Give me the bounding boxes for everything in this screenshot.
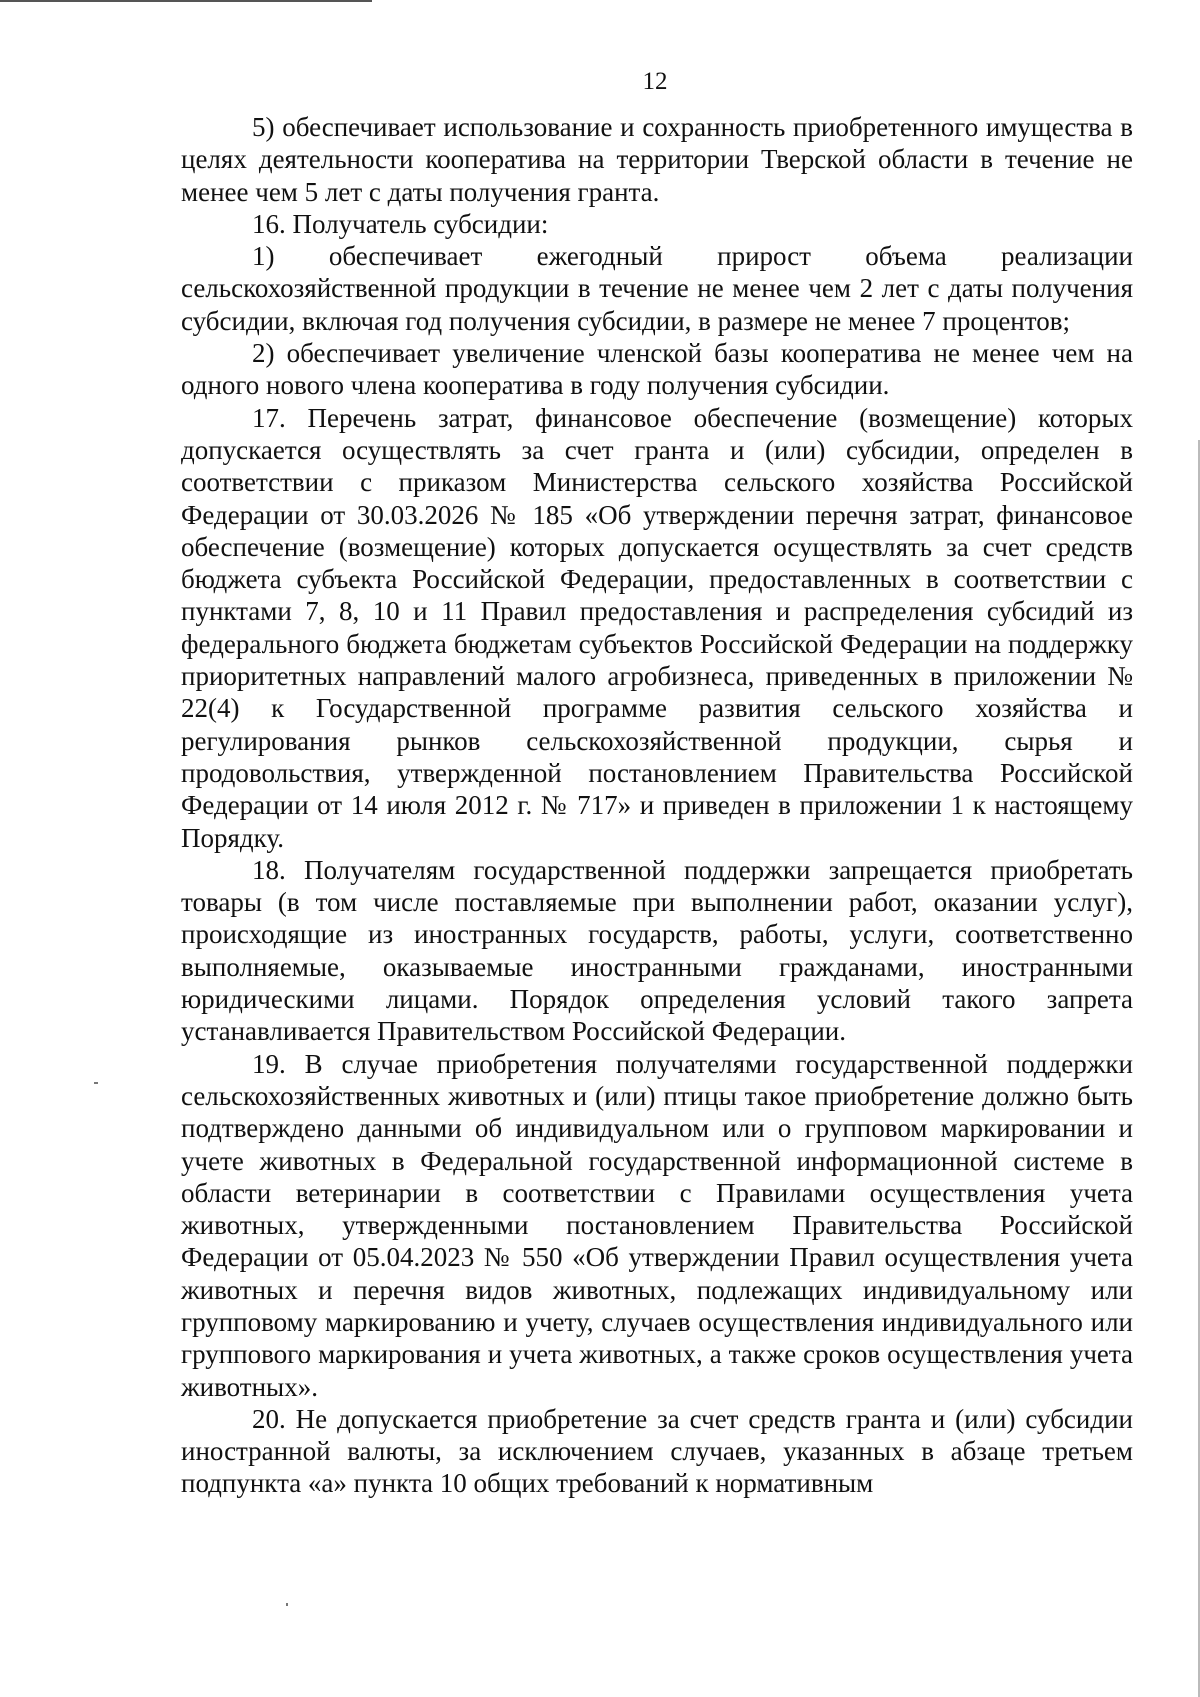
- page-number: 12: [642, 68, 668, 95]
- document-body: [181, 111, 1133, 1500]
- scan-edge-top: [0, 0, 372, 2]
- paragraph-section-16: 16. Получатель субсидии:: [252, 208, 549, 239]
- paragraph-item-5: 5) обеспечивает использование и сохранность приобретенного имущества в целях деятельности кооператива на территории Тверской области в течение не менее чем 5 лет с даты получения гранта.: [181, 112, 1133, 207]
- paragraph-section-18: 18. Получателям государственной поддержки запрещается приобретать товары (в том числе поставляемые при выполнении работ, оказании услуг), происходящие из иностранных государств, работы, услуги, соответственно выполняемые, оказываемые иностранными гражданами, иностранными юридическими лицами. Порядок определения условий такого запрета устанавливается Правительством Российской Федерации.: [181, 854, 1133, 1047]
- paragraph-section-17: 17. Перечень затрат, финансовое обеспечение (возмещение) которых допускается осуществлять за счет гранта и (или) субсидии, определен в соответствии с приказом Министерства сельского хозяйства Российской Федерации от 30.03.2026 № 185 «Об утверждении перечня затрат, финансовое обеспечение (возмещение) которых допускается осуществлять за счет средств бюджета субъекта Российской Федерации, предоставленных в соответствии с пунктами 7, 8, 10 и 11 Правил предоставления и распределения субсидий из федерального бюджета бюджетам субъектов Российской Федерации на поддержку приоритетных направлений малого агробизнеса, приведенных в приложении № 22(4) к Государственной программе развития сельского хозяйства и регулирования рынков сельскохозяйственной продукции, сырья и продовольствия, утвержденной постановлением Правительства Российской Федерации от 14 июля 2012 г. № 717» и приведен в приложении 1 к настоящему Порядку.: [181, 402, 1133, 853]
- paragraph-item-2: 2) обеспечивает увеличение членской базы кооператива не менее чем на одного нового члена кооператива в году получения субсидии.: [181, 338, 1133, 401]
- scan-speck: [286, 1603, 288, 1606]
- scan-speck: [94, 1082, 98, 1084]
- paragraph-section-20: 20. Не допускается приобретение за счет средств гранта и (или) субсидии иностранной валюты, за исключением случаев, указанных в абзаце третьем подпункта «а» пункта 10 общих требований к нормативным: [181, 1403, 1133, 1499]
- paragraph-section-19: 19. В случае приобретения получателями государственной поддержки сельскохозяйственных животных и (или) птицы такое приобретение должно быть подтверждено данными об индивидуальном или о групповом маркировании и учете животных в Федеральной государственной информационной системе в области ветеринарии в соответствии с Правилами осуществления учета животных, утвержденными постановлением Правительства Российской Федерации от 05.04.2023 № 550 «Об утверждении Правил осуществления учета животных и перечня видов животных, подлежащих индивидуальному или групповому маркированию и учету, случаев осуществления индивидуального или группового маркирования и учета животных, а также сроков осуществления учета животных».: [181, 1048, 1133, 1402]
- paragraph-item-1: 1) обеспечивает ежегодный прирост объема реализации сельскохозяйственной продукции в течение не менее чем 2 лет с даты получения субсидии, включая год получения субсидии, в размере не менее 7 процентов;: [181, 241, 1133, 336]
